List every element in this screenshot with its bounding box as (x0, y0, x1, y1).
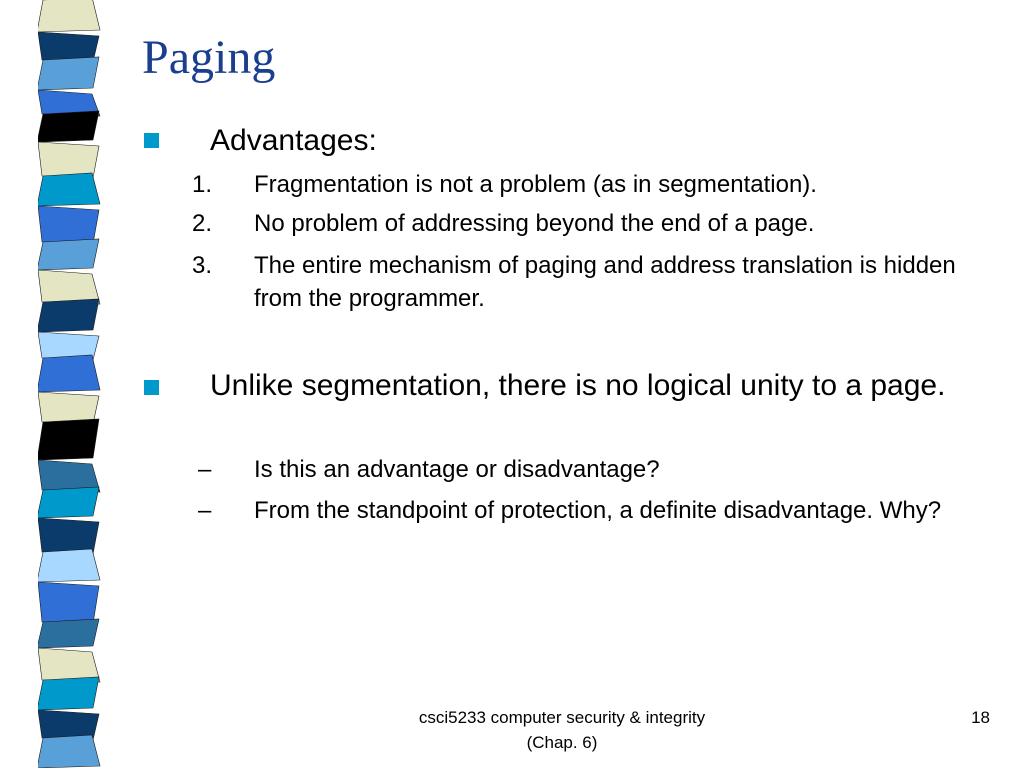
list-number: 2. (192, 210, 213, 237)
list-number: 1. (192, 171, 213, 198)
stripe-block (37, 111, 99, 142)
stripe-block (37, 0, 100, 32)
decorative-stripe (30, 0, 120, 768)
stripe-block (37, 299, 99, 332)
stripe-block (38, 582, 99, 624)
stripe-block (38, 142, 99, 178)
stripe-block (37, 487, 99, 518)
list-item: From the standpoint of protection, a definite disadvantage. Why? (254, 497, 942, 524)
list-item: Fragmentation is not a problem (as in segmentation). (254, 171, 817, 198)
stripe-block (37, 173, 100, 206)
bullet-marker (144, 133, 159, 148)
list-dash: – (198, 456, 212, 483)
slide-title: Paging (142, 31, 276, 84)
stripe-block (38, 270, 100, 304)
stripe-block (37, 619, 99, 648)
stripe-block (37, 735, 100, 768)
stripe-block (37, 239, 99, 270)
stripe-block (37, 677, 99, 710)
stripe-graphic (30, 0, 120, 768)
footer-course-label: csci5233 computer security & integrity (Chap. 6) (418, 708, 706, 752)
list-item: Is this an advantage or disadvantage? (254, 456, 660, 483)
bullet-marker (144, 380, 159, 395)
stripe-block (38, 648, 100, 682)
list-number: 3. (192, 252, 213, 279)
section-heading: Unlike segmentation, there is no logical unity to a page. (210, 369, 946, 402)
stripe-block (37, 57, 99, 90)
list-item: The entire mechanism of paging and address translation is hidden from the programmer. (254, 252, 956, 312)
page-number: 18 (971, 708, 990, 727)
list-item: No problem of addressing beyond the end of a page. (254, 210, 815, 237)
stripe-block (38, 518, 99, 554)
stripe-block (38, 206, 99, 244)
stripe-block (37, 355, 100, 392)
stripe-block (37, 549, 100, 582)
stripe-block (37, 419, 99, 460)
list-dash: – (198, 497, 212, 524)
section-heading: Advantages: (210, 124, 377, 157)
